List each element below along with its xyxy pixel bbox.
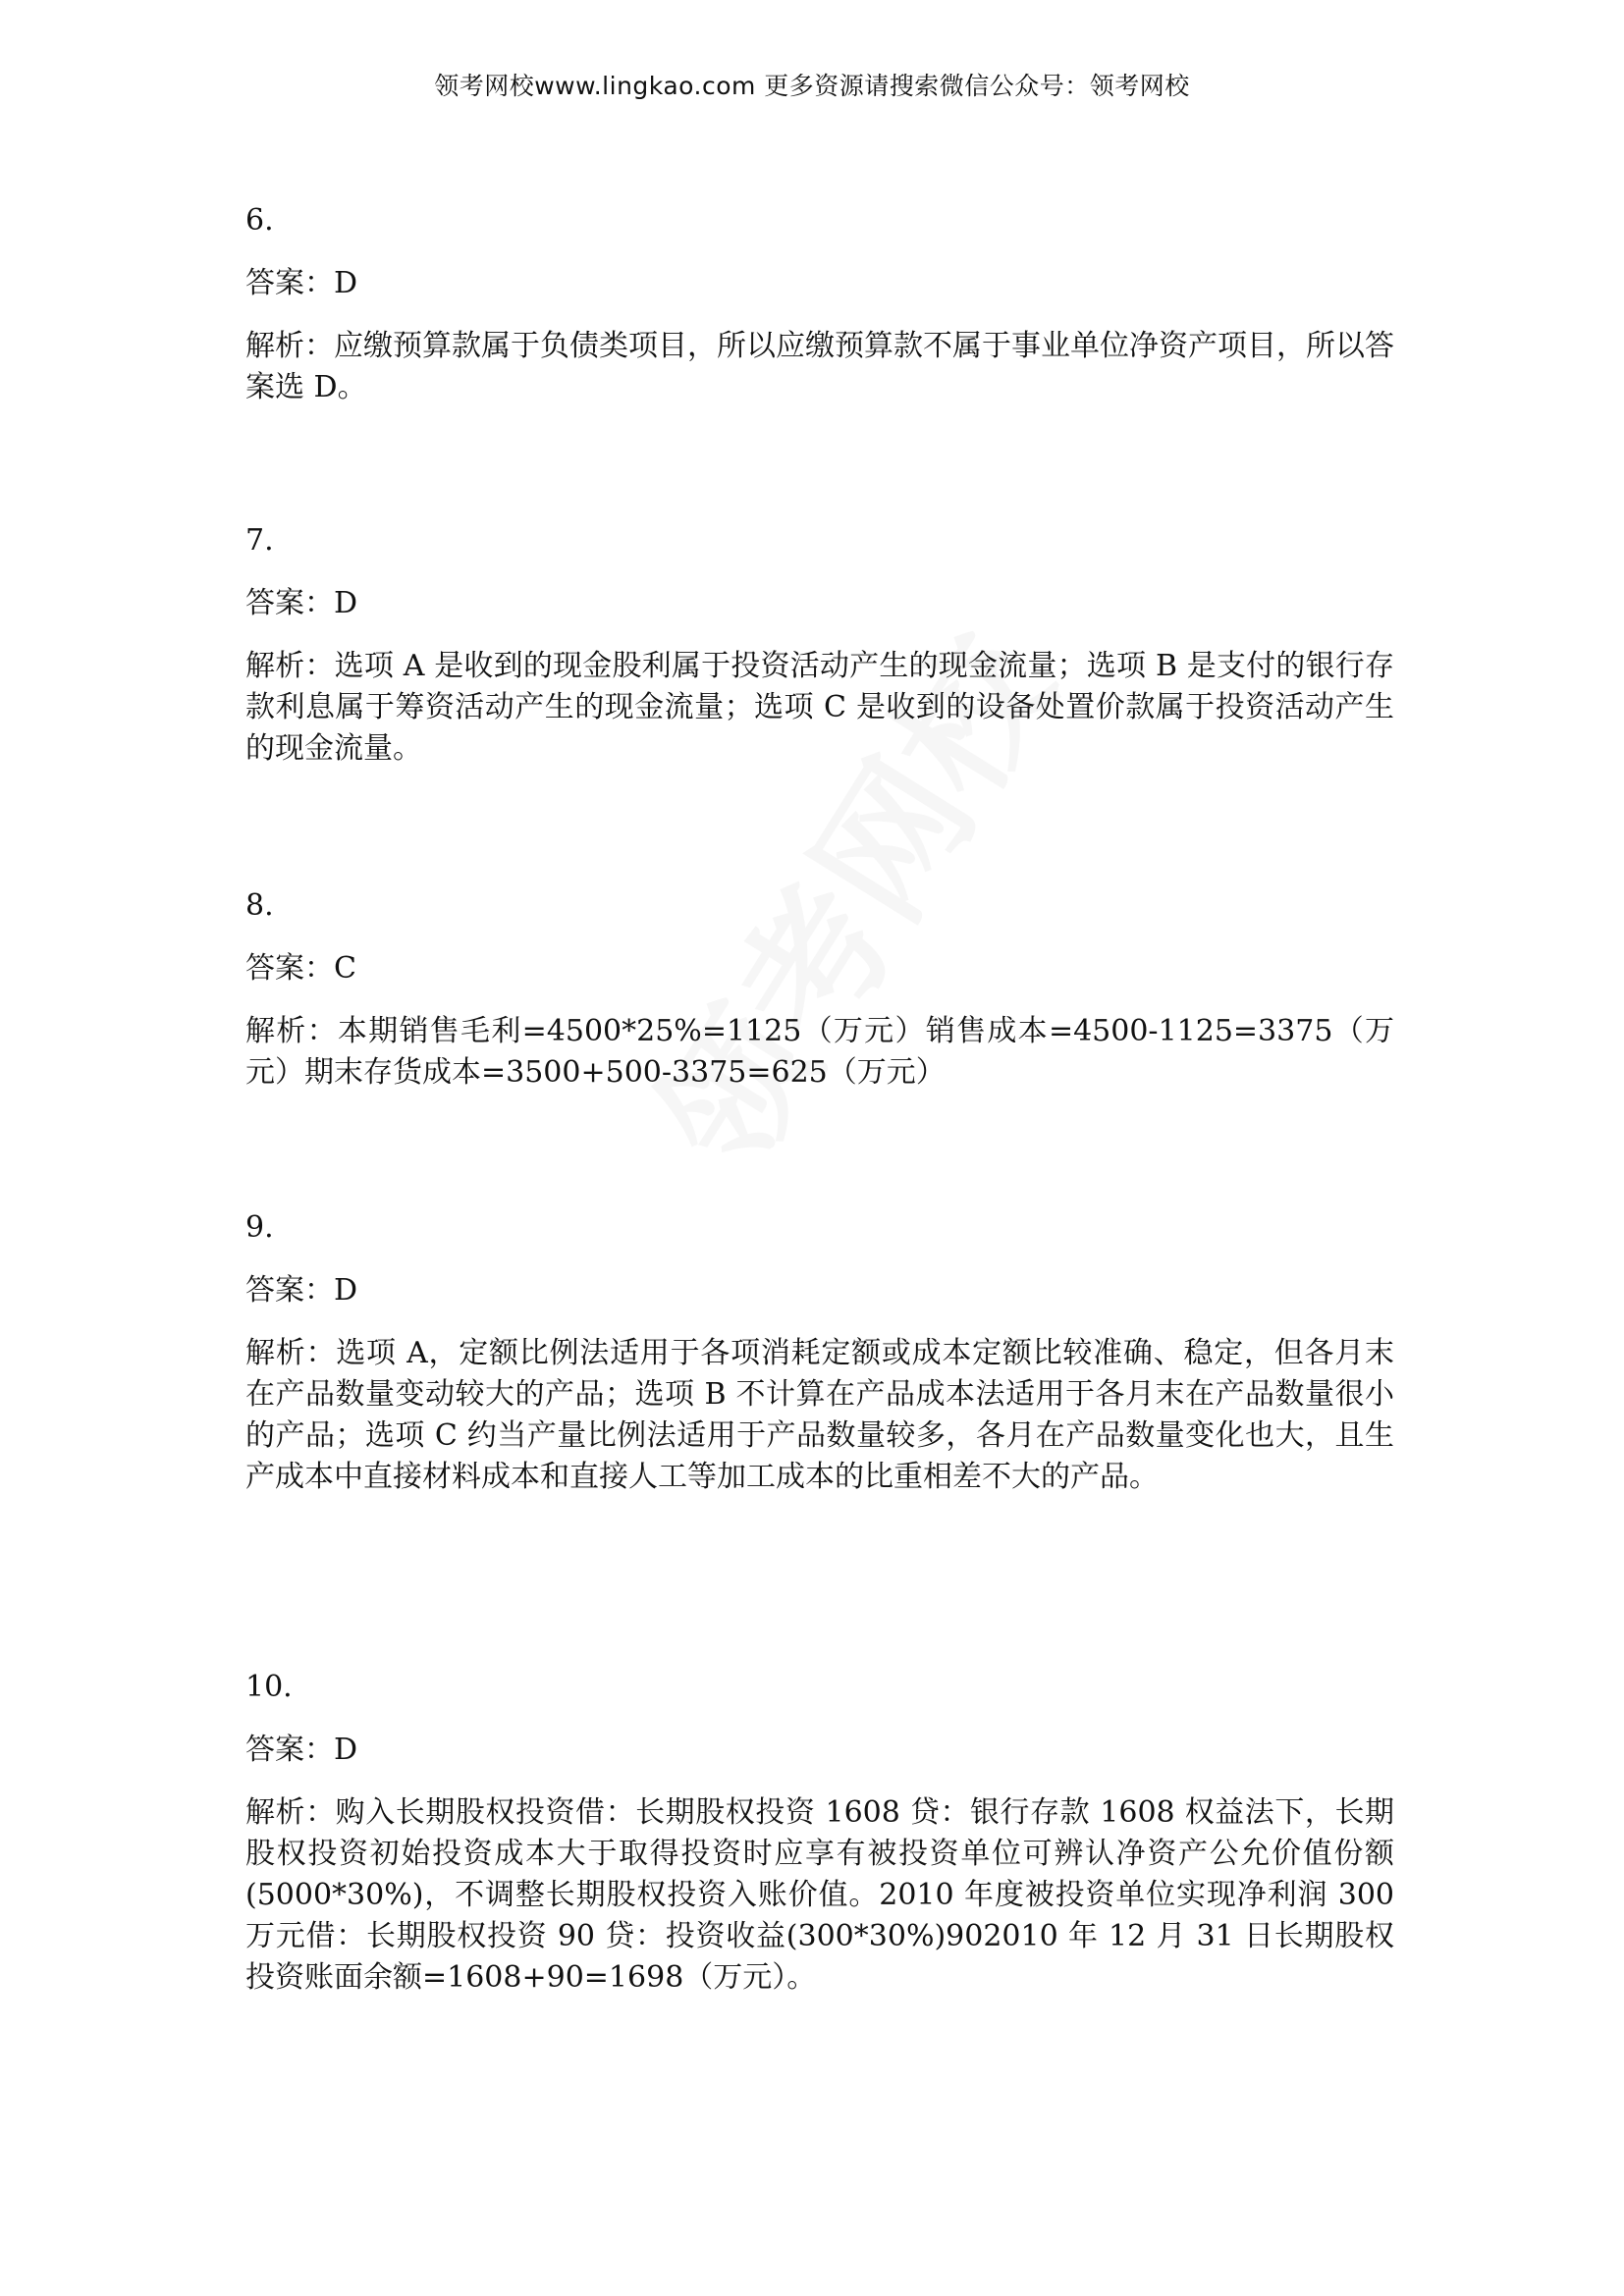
question-explanation: 解析：选项 A，定额比例法适用于各项消耗定额或成本定额比较准确、稳定，但各月末在产品数量变动较大的产品；选项 B 不计算在产品成本法适用于各月末在产品数量很小的产品；选项 C 约当产量比例法适用于产品数量较多，各月在产品数量变化也大，且生产成本中直接材料成本和直接人工等加工成本的比重相差不大的产品。 [245, 1336, 1394, 1494]
question-answer: 答案：D [245, 1273, 358, 1308]
question-number: 8. [245, 888, 274, 923]
question-explanation: 解析：选项 A 是收到的现金股利属于投资活动产生的现金流量；选项 B 是支付的银行存款利息属于筹资活动产生的现金流量；选项 C 是收到的设备处置价款属于投资活动产生的现金流量。 [245, 649, 1394, 766]
question-number: 10. [245, 1670, 293, 1704]
question-explanation: 解析：应缴预算款属于负债类项目，所以应缴预算款不属于事业单位净资产项目，所以答案选 D。 [245, 329, 1394, 404]
question-8 [245, 885, 1394, 1094]
page-header: 领考网校www.lingkao.com 更多资源请搜索微信公众号：领考网校 [434, 72, 1190, 100]
question-explanation: 解析：购入长期股权投资借：长期股权投资 1608 贷：银行存款 1608 权益法下，长期股权投资初始投资成本大于取得投资时应享有被投资单位可辨认净资产公允价值份额(5000*30%)，不调整长期股权投资入账价值。2010 年度被投资单位实现净利润 300 万元借：长期股权投资 90 贷：投资收益(300*30%)902010 年 12 月 31 日长期股权投资账面余额=1608+90=1698（万元）。 [245, 1795, 1394, 1995]
question-answer: 答案：C [245, 951, 356, 986]
question-explanation: 解析：本期销售毛利=4500*25%=1125（万元）销售成本=4500-1125=3375（万元）期末存货成本=3500+500-3375=625（万元） [245, 1014, 1394, 1090]
question-answer: 答案：D [245, 1733, 358, 1767]
question-answer: 答案：D [245, 266, 358, 300]
question-6 [245, 200, 1394, 408]
question-number: 7. [245, 523, 274, 558]
question-answer: 答案：D [245, 586, 358, 620]
question-number: 6. [245, 203, 274, 238]
question-number: 9. [245, 1210, 274, 1245]
question-10 [245, 1667, 1394, 1999]
question-9 [245, 1207, 1394, 1498]
question-7 [245, 520, 1394, 770]
